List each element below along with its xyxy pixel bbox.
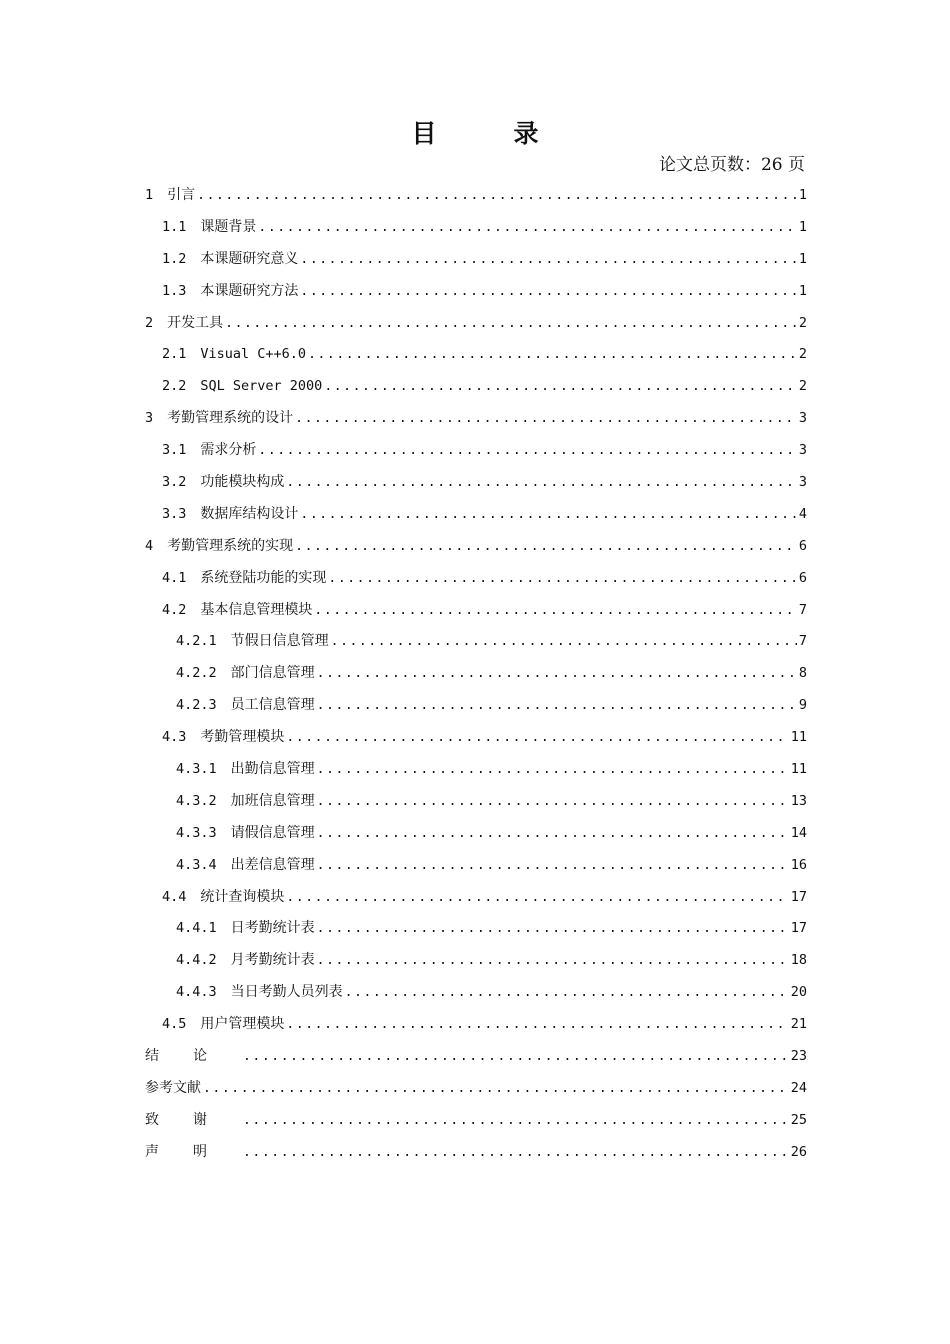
toc-entry-number: 3.3 [162, 505, 187, 522]
dot-leader [317, 850, 789, 882]
toc-entry-label: 加班信息管理 [230, 792, 315, 809]
toc-entry[interactable] [145, 531, 807, 563]
dot-leader [328, 563, 796, 595]
toc-entry[interactable] [145, 467, 807, 499]
toc-entry[interactable] [145, 1073, 807, 1105]
toc-entry-number: 1.2 [162, 250, 187, 267]
toc-entry-label: 本课题研究方法 [200, 282, 299, 299]
toc-entry[interactable] [145, 722, 807, 754]
dot-leader [258, 435, 796, 467]
dot-leader [286, 1009, 788, 1041]
toc-entry[interactable] [145, 435, 807, 467]
toc-entry-label: 部门信息管理 [230, 665, 315, 682]
toc-entry-number: 3 [145, 410, 154, 427]
toc-entry-number: 4.2.1 [176, 633, 217, 650]
toc-entry-number: 2 [145, 314, 154, 331]
toc-entry-label: 考勤管理系统的设计 [167, 410, 294, 427]
toc-entry-number: 3.2 [162, 474, 187, 491]
toc-entry-page-number: 1 [798, 282, 807, 299]
dot-leader [286, 882, 788, 914]
toc-entry-page-number: 3 [798, 442, 807, 459]
toc-entry-number: 4.2.2 [176, 665, 217, 682]
toc-entry-page-number: 4 [798, 505, 807, 522]
toc-entry-page-number: 17 [790, 920, 807, 937]
dot-leader [225, 308, 797, 340]
toc-entry-page-number: 7 [798, 601, 807, 618]
toc-entry-label: 需求分析 [200, 442, 257, 459]
toc-entry-number: 4 [145, 537, 154, 554]
toc-entry[interactable] [145, 850, 807, 882]
toc-entry-number: 4.4.2 [176, 952, 217, 969]
toc-entry-page-number: 14 [790, 824, 807, 841]
toc-entry-number: 1.3 [162, 282, 187, 299]
dot-leader [243, 1137, 789, 1169]
toc-entry-label: 数据库结构设计 [200, 505, 299, 522]
dot-leader [295, 531, 797, 563]
dot-leader [317, 786, 789, 818]
toc-entry-label: 系统登陆功能的实现 [200, 569, 327, 586]
dot-leader [317, 913, 789, 945]
toc-entry-number: 4.4.3 [176, 984, 217, 1001]
toc-entry-label: 用户管理模块 [200, 1016, 285, 1033]
dot-leader [197, 180, 797, 212]
toc-entry-number: 3.1 [162, 442, 187, 459]
toc-entry-page-number: 18 [790, 952, 807, 969]
toc-entry-number: 4.3.1 [176, 761, 217, 778]
toc-entry-label: 功能模块构成 [200, 474, 285, 491]
toc-entry[interactable] [145, 499, 807, 531]
toc-entry[interactable] [145, 945, 807, 977]
dot-leader [314, 595, 796, 627]
toc-entry[interactable] [145, 1041, 807, 1073]
toc-entry-number: 4.4.1 [176, 920, 217, 937]
toc-entry-page-number: 23 [790, 1048, 807, 1065]
toc-entry-number: 1.1 [162, 218, 187, 235]
toc-entry[interactable] [145, 1137, 807, 1169]
toc-entry-page-number: 24 [790, 1079, 807, 1096]
toc-entry-label: SQL Server 2000 [200, 378, 323, 395]
toc-entry-number: 4.2 [162, 601, 187, 618]
dot-leader [243, 1105, 789, 1137]
total-pages-note: 论文总页数：26 页 [658, 155, 805, 175]
toc-entry[interactable] [145, 690, 807, 722]
dot-leader [295, 403, 797, 435]
toc-entry-page-number: 25 [790, 1111, 807, 1128]
toc-entry-page-number: 8 [798, 665, 807, 682]
toc-entry[interactable] [145, 1105, 807, 1137]
toc-entry[interactable] [145, 403, 807, 435]
toc-entry-label: 出勤信息管理 [230, 761, 315, 778]
toc-entry-label: 节假日信息管理 [230, 633, 329, 650]
toc-entry[interactable] [145, 658, 807, 690]
toc-entry-number: 2.2 [162, 378, 187, 395]
toc-entry[interactable] [145, 244, 807, 276]
dot-leader [258, 212, 796, 244]
toc-entry-page-number: 9 [798, 697, 807, 714]
toc-entry-label: 统计查询模块 [200, 888, 285, 905]
dot-leader [308, 339, 797, 371]
toc-entry-label: 开发工具 [167, 314, 224, 331]
toc-entry[interactable] [145, 882, 807, 914]
toc-entry-number: 4.4 [162, 888, 187, 905]
toc-entry-page-number: 2 [798, 346, 807, 363]
toc-entry[interactable] [145, 371, 807, 403]
toc-entry[interactable] [145, 563, 807, 595]
toc-entry[interactable] [145, 818, 807, 850]
toc-entry-label: Visual C++6.0 [200, 346, 307, 363]
toc-entry-page-number: 20 [790, 984, 807, 1001]
toc-entry-label: 出差信息管理 [230, 856, 315, 873]
toc-entry-page-number: 17 [790, 888, 807, 905]
dot-leader [300, 276, 796, 308]
toc-entry[interactable] [145, 308, 807, 340]
toc-entry-page-number: 7 [798, 633, 807, 650]
dot-leader [345, 977, 789, 1009]
toc-entry[interactable] [145, 180, 807, 212]
toc-entry-label: 本课题研究意义 [200, 250, 299, 267]
dot-leader [317, 658, 797, 690]
toc-entry[interactable] [145, 754, 807, 786]
toc-entry-number: 4.2.3 [176, 697, 217, 714]
toc-entry-page-number: 1 [798, 250, 807, 267]
toc-entry-label: 结论 [145, 1048, 241, 1065]
toc-entry-page-number: 2 [798, 378, 807, 395]
toc-entry-label: 员工信息管理 [230, 697, 315, 714]
table-of-contents [145, 180, 807, 1169]
toc-entry[interactable] [145, 1009, 807, 1041]
dot-leader [317, 690, 797, 722]
toc-entry[interactable] [145, 339, 807, 371]
dot-leader [286, 467, 796, 499]
toc-entry-number: 2.1 [162, 346, 187, 363]
dot-leader [324, 371, 797, 403]
toc-entry-page-number: 6 [798, 569, 807, 586]
toc-entry[interactable] [145, 276, 807, 308]
toc-entry[interactable] [145, 595, 807, 627]
toc-entry-number: 4.3 [162, 729, 187, 746]
toc-entry-page-number: 13 [790, 792, 807, 809]
toc-entry[interactable] [145, 626, 807, 658]
dot-leader [203, 1073, 789, 1105]
toc-entry-label: 基本信息管理模块 [200, 601, 313, 618]
dot-leader [317, 754, 789, 786]
toc-entry-number: 4.1 [162, 569, 187, 586]
toc-entry-page-number: 26 [790, 1143, 807, 1160]
toc-entry[interactable] [145, 977, 807, 1009]
toc-entry[interactable] [145, 786, 807, 818]
page-title: 目 录 [411, 119, 565, 148]
toc-entry-label: 日考勤统计表 [230, 920, 315, 937]
toc-entry-label: 致谢 [145, 1111, 241, 1128]
toc-entry-page-number: 3 [798, 474, 807, 491]
toc-entry-label: 月考勤统计表 [230, 952, 315, 969]
toc-entry-number: 4.3.4 [176, 856, 217, 873]
toc-entry-page-number: 1 [798, 218, 807, 235]
toc-entry-label: 考勤管理模块 [200, 729, 285, 746]
toc-entry-label: 声明 [145, 1143, 241, 1160]
toc-entry-page-number: 11 [790, 761, 807, 778]
toc-entry-label: 请假信息管理 [230, 824, 315, 841]
toc-entry-label: 引言 [167, 187, 196, 203]
dot-leader [300, 499, 796, 531]
toc-entry-page-number: 1 [798, 187, 807, 203]
toc-entry-label: 考勤管理系统的实现 [167, 537, 294, 554]
dot-leader [331, 626, 797, 658]
dot-leader [300, 244, 796, 276]
toc-entry-page-number: 3 [798, 410, 807, 427]
dot-leader [317, 818, 789, 850]
toc-entry-page-number: 6 [798, 537, 807, 554]
toc-entry-number: 4.3.3 [176, 824, 217, 841]
dot-leader [317, 945, 789, 977]
toc-entry-label: 课题背景 [200, 218, 257, 235]
toc-entry[interactable] [145, 212, 807, 244]
dot-leader [286, 722, 788, 754]
toc-entry-page-number: 11 [790, 729, 807, 746]
toc-entry-page-number: 21 [790, 1016, 807, 1033]
toc-entry[interactable] [145, 913, 807, 945]
toc-entry-page-number: 2 [798, 314, 807, 331]
toc-entry-label: 参考文献 [145, 1079, 201, 1096]
toc-entry-page-number: 16 [790, 856, 807, 873]
toc-entry-label: 当日考勤人员列表 [230, 984, 343, 1001]
dot-leader [243, 1041, 789, 1073]
toc-entry-number: 4.5 [162, 1016, 187, 1033]
toc-entry-number: 1 [145, 187, 154, 203]
toc-entry-number: 4.3.2 [176, 792, 217, 809]
